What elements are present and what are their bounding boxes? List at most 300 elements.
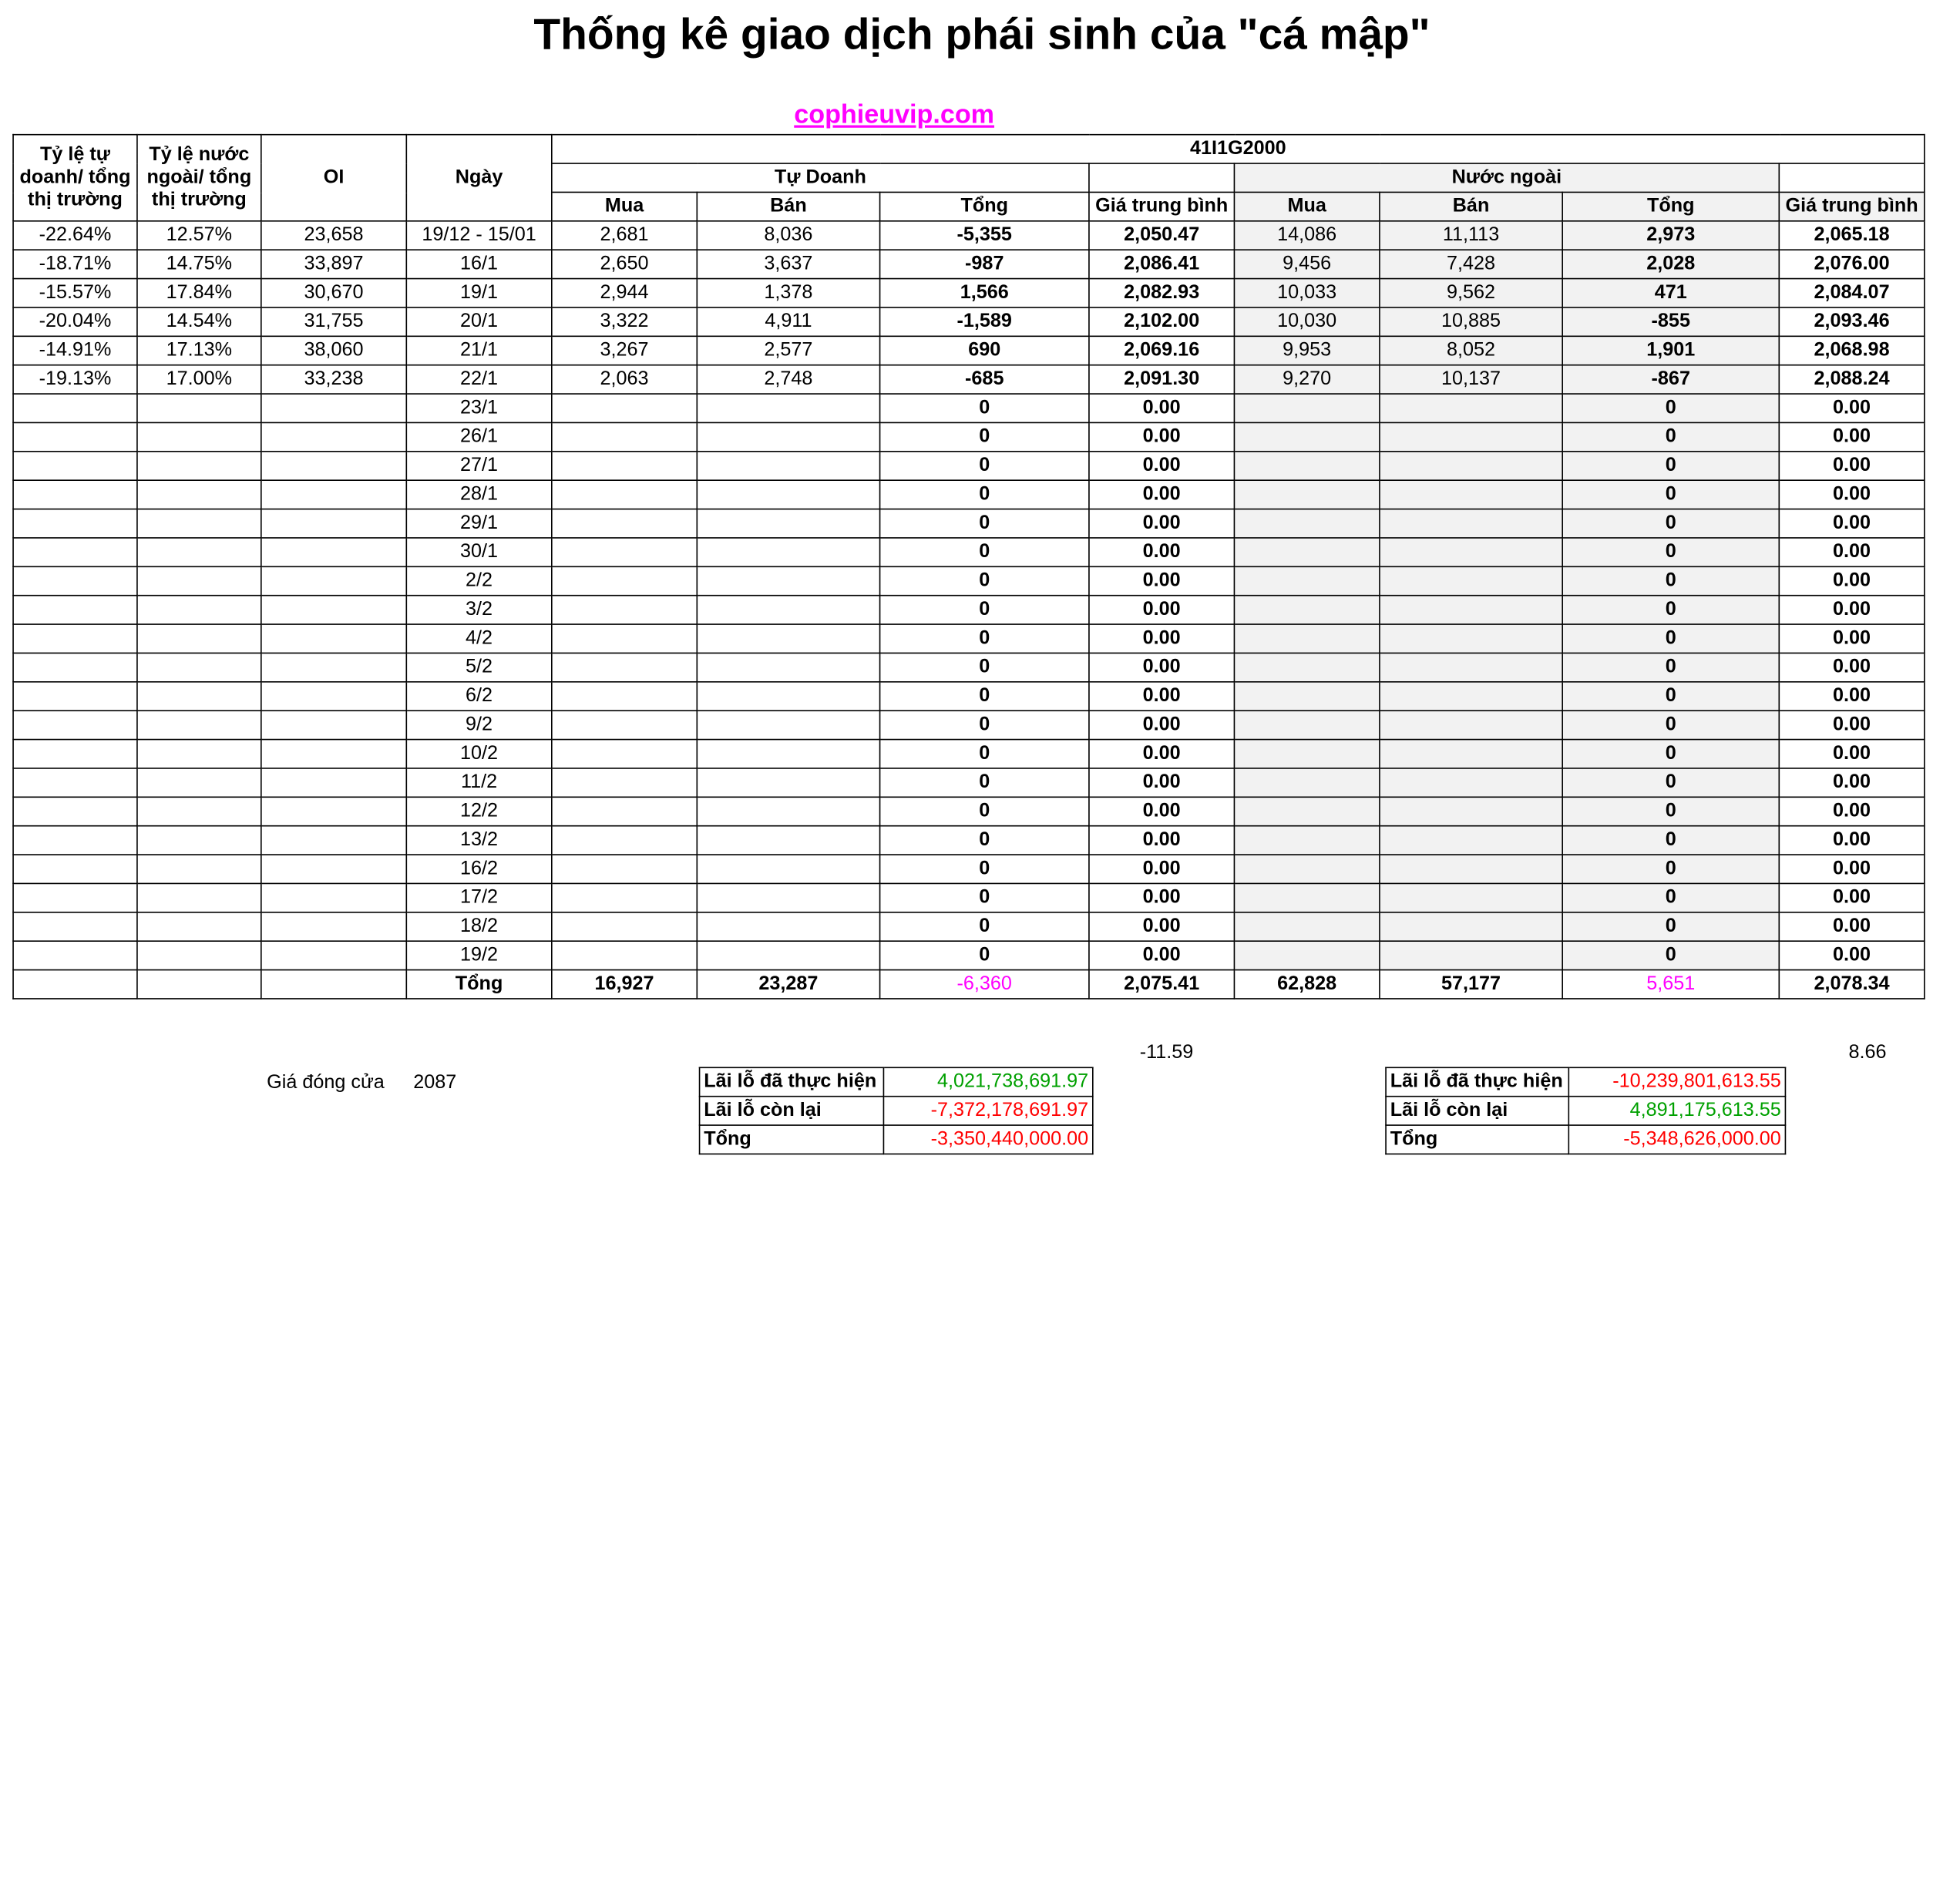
td-tong-cell: 0 <box>880 624 1089 653</box>
header-ngay: Ngày <box>406 135 552 221</box>
td-tong-cell: -987 <box>880 250 1089 278</box>
date-cell: 13/2 <box>406 826 552 855</box>
nn-mua-cell: 9,270 <box>1234 365 1380 394</box>
ratio-nuoc-ngoai-cell: 12.57% <box>137 221 261 250</box>
header-nn-ban: Bán <box>1380 192 1562 220</box>
date-cell: 2/2 <box>406 566 552 595</box>
td-tong-cell: 0 <box>880 653 1089 681</box>
pl-value: 4,891,175,613.55 <box>1568 1097 1785 1125</box>
td-ban-cell: 2,577 <box>697 336 879 365</box>
ratio-nuoc-ngoai-cell <box>137 480 261 509</box>
oi-cell <box>261 422 407 451</box>
ratio-nuoc-ngoai-cell <box>137 452 261 480</box>
ratio-nuoc-ngoai-cell <box>137 797 261 825</box>
date-cell: 4/2 <box>406 624 552 653</box>
oi-cell <box>261 624 407 653</box>
table-row <box>13 653 1925 681</box>
td-gia-cell: 0.00 <box>1089 596 1235 624</box>
nn-mua-cell <box>1234 768 1380 797</box>
td-tong-cell: 0 <box>880 509 1089 538</box>
td-gia-cell: 0.00 <box>1089 538 1235 566</box>
td-ban-cell <box>697 740 879 768</box>
table-row <box>13 682 1925 711</box>
header-contract: 41I1G2000 <box>552 135 1925 163</box>
td-tong-cell: 0 <box>880 480 1089 509</box>
ratio-nuoc-ngoai-cell <box>137 941 261 969</box>
nn-mua-cell <box>1234 912 1380 941</box>
nn-tong-cell: 0 <box>1562 538 1779 566</box>
oi-cell: 38,060 <box>261 336 407 365</box>
date-cell: 12/2 <box>406 797 552 825</box>
ratio-tu-doanh-cell <box>13 912 137 941</box>
pl-label: Lãi lỗ còn lại <box>1386 1097 1568 1125</box>
oi-cell <box>261 509 407 538</box>
ratio-tu-doanh-cell <box>13 394 137 422</box>
header-td-gia: Giá trung bình <box>1089 192 1235 220</box>
nn-gia-cell: 0.00 <box>1779 480 1925 509</box>
ratio-nuoc-ngoai-cell <box>137 855 261 883</box>
td-mua-cell <box>552 422 698 451</box>
nn-gia-cell: 2,088.24 <box>1779 365 1925 394</box>
nn-ban-cell: 9,562 <box>1380 279 1562 307</box>
header-td-tong: Tổng <box>880 192 1089 220</box>
td-mua-cell <box>552 826 698 855</box>
td-mua-cell <box>552 394 698 422</box>
date-cell: 22/1 <box>406 365 552 394</box>
date-cell: 27/1 <box>406 452 552 480</box>
table-row <box>13 307 1925 336</box>
td-tong-cell: 0 <box>880 768 1089 797</box>
table-row <box>13 221 1925 250</box>
nn-mua-cell <box>1234 452 1380 480</box>
ratio-nuoc-ngoai-cell <box>137 682 261 711</box>
nn-ban-cell <box>1380 826 1562 855</box>
oi-cell <box>261 653 407 681</box>
td-mua-cell: 2,944 <box>552 279 698 307</box>
td-diff: -11.59 <box>1139 1042 1194 1063</box>
pl-row <box>1386 1125 1785 1154</box>
td-gia-cell: 0.00 <box>1089 452 1235 480</box>
table-row <box>13 711 1925 739</box>
nn-gia-cell: 0.00 <box>1779 912 1925 941</box>
nn-ban-cell <box>1380 596 1562 624</box>
td-tong-cell: 0 <box>880 912 1089 941</box>
td-tong-cell: 0 <box>880 596 1089 624</box>
nn-tong-cell: 0 <box>1562 480 1779 509</box>
td-ban-cell <box>697 826 879 855</box>
pl-row <box>700 1125 1093 1154</box>
td-mua-cell <box>552 596 698 624</box>
date-cell: 19/1 <box>406 279 552 307</box>
td-ban-cell <box>697 855 879 883</box>
ratio-nuoc-ngoai-cell <box>137 596 261 624</box>
nn-tong-cell: 0 <box>1562 624 1779 653</box>
td-gia-cell: 2,091.30 <box>1089 365 1235 394</box>
nn-gia-cell: 0.00 <box>1779 855 1925 883</box>
header-blank <box>1089 163 1235 192</box>
page-title: Thống kê giao dịch phái sinh của "cá mập" <box>533 10 1430 59</box>
ratio-nuoc-ngoai-cell: 14.54% <box>137 307 261 336</box>
td-gia-cell: 0.00 <box>1089 826 1235 855</box>
td-gia-cell: 0.00 <box>1089 740 1235 768</box>
pl-label: Lãi lỗ còn lại <box>700 1097 884 1125</box>
td-ban-cell <box>697 711 879 739</box>
td-tong-cell: 1,566 <box>880 279 1089 307</box>
pl-value: -3,350,440,000.00 <box>883 1125 1092 1154</box>
nn-tong-cell: 0 <box>1562 740 1779 768</box>
ratio-tu-doanh-cell <box>13 452 137 480</box>
td-gia-cell: 2,069.16 <box>1089 336 1235 365</box>
nn-ban-cell <box>1380 422 1562 451</box>
td-tong-cell: -1,589 <box>880 307 1089 336</box>
nn-mua-cell: 9,456 <box>1234 250 1380 278</box>
nn-tong-cell: 0 <box>1562 596 1779 624</box>
td-mua-cell <box>552 740 698 768</box>
nn-tong-cell: 0 <box>1562 711 1779 739</box>
td-gia-cell: 0.00 <box>1089 480 1235 509</box>
td-mua-cell <box>552 653 698 681</box>
total-nn-gia: 2,078.34 <box>1779 970 1925 999</box>
header-tu-doanh: Tự Doanh <box>552 163 1089 192</box>
td-tong-cell: 0 <box>880 566 1089 595</box>
date-cell: 5/2 <box>406 653 552 681</box>
nn-mua-cell <box>1234 566 1380 595</box>
date-cell: 18/2 <box>406 912 552 941</box>
td-mua-cell <box>552 509 698 538</box>
td-tong-cell: -5,355 <box>880 221 1089 250</box>
nn-ban-cell: 8,052 <box>1380 336 1562 365</box>
pl-row <box>700 1067 1093 1096</box>
table-row <box>13 566 1925 595</box>
nn-ban-cell: 10,885 <box>1380 307 1562 336</box>
td-gia-cell: 2,102.00 <box>1089 307 1235 336</box>
ratio-nuoc-ngoai-cell: 17.84% <box>137 279 261 307</box>
header-nuoc-ngoai: Nước ngoài <box>1234 163 1779 192</box>
nn-ban-cell <box>1380 394 1562 422</box>
td-gia-cell: 0.00 <box>1089 855 1235 883</box>
table-row <box>13 279 1925 307</box>
nn-ban-cell: 10,137 <box>1380 365 1562 394</box>
oi-cell: 31,755 <box>261 307 407 336</box>
ratio-nuoc-ngoai-cell: 14.75% <box>137 250 261 278</box>
nn-gia-cell: 2,084.07 <box>1779 279 1925 307</box>
nn-mua-cell <box>1234 422 1380 451</box>
oi-cell <box>261 682 407 711</box>
date-cell: 21/1 <box>406 336 552 365</box>
total-nn-ban: 57,177 <box>1380 970 1562 999</box>
td-gia-cell: 0.00 <box>1089 797 1235 825</box>
nn-tong-cell: -855 <box>1562 307 1779 336</box>
nn-ban-cell <box>1380 740 1562 768</box>
td-ban-cell <box>697 480 879 509</box>
ratio-tu-doanh-cell <box>13 682 137 711</box>
oi-cell: 33,238 <box>261 365 407 394</box>
td-tong-cell: 0 <box>880 826 1089 855</box>
td-gia-cell: 2,050.47 <box>1089 221 1235 250</box>
td-mua-cell <box>552 797 698 825</box>
nn-tong-cell: 1,901 <box>1562 336 1779 365</box>
td-mua-cell <box>552 855 698 883</box>
oi-cell <box>261 941 407 969</box>
nn-ban-cell <box>1380 912 1562 941</box>
td-ban-cell <box>697 682 879 711</box>
nn-gia-cell: 2,076.00 <box>1779 250 1925 278</box>
td-mua-cell <box>552 711 698 739</box>
td-mua-cell <box>552 566 698 595</box>
td-tong-cell: 690 <box>880 336 1089 365</box>
nn-gia-cell: 0.00 <box>1779 538 1925 566</box>
nn-mua-cell: 14,086 <box>1234 221 1380 250</box>
nn-gia-cell: 0.00 <box>1779 394 1925 422</box>
td-mua-cell <box>552 452 698 480</box>
td-mua-cell <box>552 480 698 509</box>
nn-gia-cell: 0.00 <box>1779 452 1925 480</box>
oi-cell <box>261 711 407 739</box>
nn-gia-cell: 0.00 <box>1779 797 1925 825</box>
pl-label: Tổng <box>1386 1125 1568 1154</box>
nn-tong-cell: 0 <box>1562 826 1779 855</box>
table-row <box>13 509 1925 538</box>
table-row <box>13 826 1925 855</box>
td-ban-cell: 2,748 <box>697 365 879 394</box>
ratio-nuoc-ngoai-cell <box>137 624 261 653</box>
derivatives-table <box>12 134 1925 1000</box>
td-mua-cell <box>552 941 698 969</box>
nn-ban-cell <box>1380 480 1562 509</box>
nn-gia-cell: 0.00 <box>1779 624 1925 653</box>
ratio-tu-doanh-cell: -18.71% <box>13 250 137 278</box>
td-ban-cell: 3,637 <box>697 250 879 278</box>
ratio-nuoc-ngoai-cell: 17.00% <box>137 365 261 394</box>
oi-cell <box>261 480 407 509</box>
nn-tong-cell: 0 <box>1562 422 1779 451</box>
header-td-ban: Bán <box>697 192 879 220</box>
table-row <box>13 596 1925 624</box>
date-cell: 26/1 <box>406 422 552 451</box>
table-row <box>13 624 1925 653</box>
nn-ban-cell <box>1380 653 1562 681</box>
ratio-tu-doanh-cell <box>13 855 137 883</box>
ratio-tu-doanh-cell <box>13 883 137 912</box>
table-row <box>13 912 1925 941</box>
oi-cell <box>261 538 407 566</box>
nn-gia-cell: 0.00 <box>1779 596 1925 624</box>
td-mua-cell <box>552 624 698 653</box>
td-tong-cell: -685 <box>880 365 1089 394</box>
td-gia-cell: 0.00 <box>1089 768 1235 797</box>
nn-ban-cell <box>1380 682 1562 711</box>
total-td-gia: 2,075.41 <box>1089 970 1235 999</box>
ratio-nuoc-ngoai-cell <box>137 912 261 941</box>
td-mua-cell <box>552 682 698 711</box>
pl-row <box>700 1097 1093 1125</box>
ratio-tu-doanh-cell: -20.04% <box>13 307 137 336</box>
td-mua-cell <box>552 768 698 797</box>
nn-tong-cell: 0 <box>1562 653 1779 681</box>
ratio-nuoc-ngoai-cell <box>137 566 261 595</box>
td-mua-cell: 2,681 <box>552 221 698 250</box>
ratio-tu-doanh-cell <box>13 566 137 595</box>
table-row <box>13 394 1925 422</box>
nn-mua-cell <box>1234 941 1380 969</box>
header-ty-le-tu-doanh: Tỷ lệ tự doanh/ tổng thị trường <box>13 135 137 221</box>
nn-tong-cell: 0 <box>1562 883 1779 912</box>
td-gia-cell: 0.00 <box>1089 711 1235 739</box>
nn-gia-cell: 0.00 <box>1779 422 1925 451</box>
pl-label: Lãi lỗ đã thực hiện <box>700 1067 884 1096</box>
nn-ban-cell: 11,113 <box>1380 221 1562 250</box>
td-ban-cell <box>697 509 879 538</box>
ratio-nuoc-ngoai-cell: 17.13% <box>137 336 261 365</box>
nn-mua-cell <box>1234 682 1380 711</box>
table-row <box>13 941 1925 969</box>
ratio-nuoc-ngoai-cell <box>137 740 261 768</box>
table-row <box>13 797 1925 825</box>
nn-tong-cell: 0 <box>1562 912 1779 941</box>
nn-tong-cell: -867 <box>1562 365 1779 394</box>
ratio-tu-doanh-cell <box>13 653 137 681</box>
date-cell: 23/1 <box>406 394 552 422</box>
table-row <box>13 855 1925 883</box>
table-row <box>13 250 1925 278</box>
ratio-tu-doanh-cell: -14.91% <box>13 336 137 365</box>
td-tong-cell: 0 <box>880 740 1089 768</box>
nn-mua-cell: 9,953 <box>1234 336 1380 365</box>
header-blank <box>1779 163 1925 192</box>
nn-mua-cell <box>1234 394 1380 422</box>
nn-gia-cell: 0.00 <box>1779 941 1925 969</box>
close-price-label: Giá đóng cửa <box>267 1072 385 1094</box>
td-mua-cell: 2,650 <box>552 250 698 278</box>
td-ban-cell: 4,911 <box>697 307 879 336</box>
nn-gia-cell: 0.00 <box>1779 509 1925 538</box>
nn-mua-cell <box>1234 711 1380 739</box>
nn-gia-cell: 0.00 <box>1779 653 1925 681</box>
table-row <box>13 480 1925 509</box>
header-nn-tong: Tổng <box>1562 192 1779 220</box>
nn-ban-cell: 7,428 <box>1380 250 1562 278</box>
pl-tu-doanh-table <box>699 1067 1094 1155</box>
td-gia-cell: 0.00 <box>1089 422 1235 451</box>
ratio-tu-doanh-cell <box>13 826 137 855</box>
nn-tong-cell: 471 <box>1562 279 1779 307</box>
ratio-nuoc-ngoai-cell <box>137 711 261 739</box>
td-ban-cell: 8,036 <box>697 221 879 250</box>
table-row <box>13 768 1925 797</box>
total-td-mua: 16,927 <box>552 970 698 999</box>
nn-tong-cell: 0 <box>1562 941 1779 969</box>
oi-cell <box>261 768 407 797</box>
td-gia-cell: 2,086.41 <box>1089 250 1235 278</box>
ratio-nuoc-ngoai-cell <box>137 768 261 797</box>
date-cell: 17/2 <box>406 883 552 912</box>
oi-cell <box>261 797 407 825</box>
total-nn-tong: 5,651 <box>1562 970 1779 999</box>
date-cell: 6/2 <box>406 682 552 711</box>
ratio-tu-doanh-cell: -22.64% <box>13 221 137 250</box>
td-gia-cell: 0.00 <box>1089 653 1235 681</box>
table-row <box>13 452 1925 480</box>
oi-cell <box>261 452 407 480</box>
total-td-ban: 23,287 <box>697 970 879 999</box>
ratio-tu-doanh-cell <box>13 740 137 768</box>
td-mua-cell: 2,063 <box>552 365 698 394</box>
td-ban-cell <box>697 768 879 797</box>
nn-gia-cell: 0.00 <box>1779 883 1925 912</box>
oi-cell <box>261 912 407 941</box>
pl-value: -5,348,626,000.00 <box>1568 1125 1785 1154</box>
date-cell: 20/1 <box>406 307 552 336</box>
table-row <box>13 883 1925 912</box>
nn-mua-cell <box>1234 797 1380 825</box>
table-row <box>13 422 1925 451</box>
nn-ban-cell <box>1380 941 1562 969</box>
nn-mua-cell <box>1234 883 1380 912</box>
td-tong-cell: 0 <box>880 422 1089 451</box>
table-row <box>13 365 1925 394</box>
pl-row <box>1386 1067 1785 1096</box>
td-tong-cell: 0 <box>880 855 1089 883</box>
ratio-nuoc-ngoai-cell <box>137 538 261 566</box>
td-ban-cell <box>697 912 879 941</box>
nn-ban-cell <box>1380 624 1562 653</box>
pl-row <box>1386 1097 1785 1125</box>
site-link[interactable]: cophieuvip.com <box>794 100 995 129</box>
pl-label: Lãi lỗ đã thực hiện <box>1386 1067 1568 1096</box>
ratio-nuoc-ngoai-cell <box>137 826 261 855</box>
nn-gia-cell: 2,068.98 <box>1779 336 1925 365</box>
td-ban-cell <box>697 596 879 624</box>
td-tong-cell: 0 <box>880 797 1089 825</box>
oi-cell <box>261 740 407 768</box>
td-gia-cell: 0.00 <box>1089 883 1235 912</box>
nn-gia-cell: 2,093.46 <box>1779 307 1925 336</box>
nn-mua-cell <box>1234 596 1380 624</box>
nn-mua-cell <box>1234 509 1380 538</box>
date-cell: 29/1 <box>406 509 552 538</box>
oi-cell <box>261 394 407 422</box>
nn-gia-cell: 0.00 <box>1779 740 1925 768</box>
nn-mua-cell <box>1234 855 1380 883</box>
oi-cell <box>261 596 407 624</box>
nn-mua-cell <box>1234 624 1380 653</box>
td-ban-cell <box>697 394 879 422</box>
date-cell: 30/1 <box>406 538 552 566</box>
total-blank-cell <box>137 970 261 999</box>
td-tong-cell: 0 <box>880 883 1089 912</box>
td-ban-cell: 1,378 <box>697 279 879 307</box>
td-mua-cell <box>552 883 698 912</box>
header-nn-gia: Giá trung bình <box>1779 192 1925 220</box>
nn-gia-cell: 0.00 <box>1779 826 1925 855</box>
header-nn-mua: Mua <box>1234 192 1380 220</box>
td-gia-cell: 0.00 <box>1089 394 1235 422</box>
nn-gia-cell: 0.00 <box>1779 711 1925 739</box>
oi-cell: 33,897 <box>261 250 407 278</box>
nn-tong-cell: 0 <box>1562 394 1779 422</box>
nn-mua-cell <box>1234 653 1380 681</box>
ratio-tu-doanh-cell: -19.13% <box>13 365 137 394</box>
nn-gia-cell: 0.00 <box>1779 566 1925 595</box>
nn-tong-cell: 0 <box>1562 509 1779 538</box>
ratio-nuoc-ngoai-cell <box>137 394 261 422</box>
ratio-tu-doanh-cell <box>13 624 137 653</box>
td-gia-cell: 0.00 <box>1089 509 1235 538</box>
ratio-tu-doanh-cell: -15.57% <box>13 279 137 307</box>
td-ban-cell <box>697 566 879 595</box>
pl-nuoc-ngoai-table <box>1385 1067 1786 1155</box>
date-cell: 28/1 <box>406 480 552 509</box>
